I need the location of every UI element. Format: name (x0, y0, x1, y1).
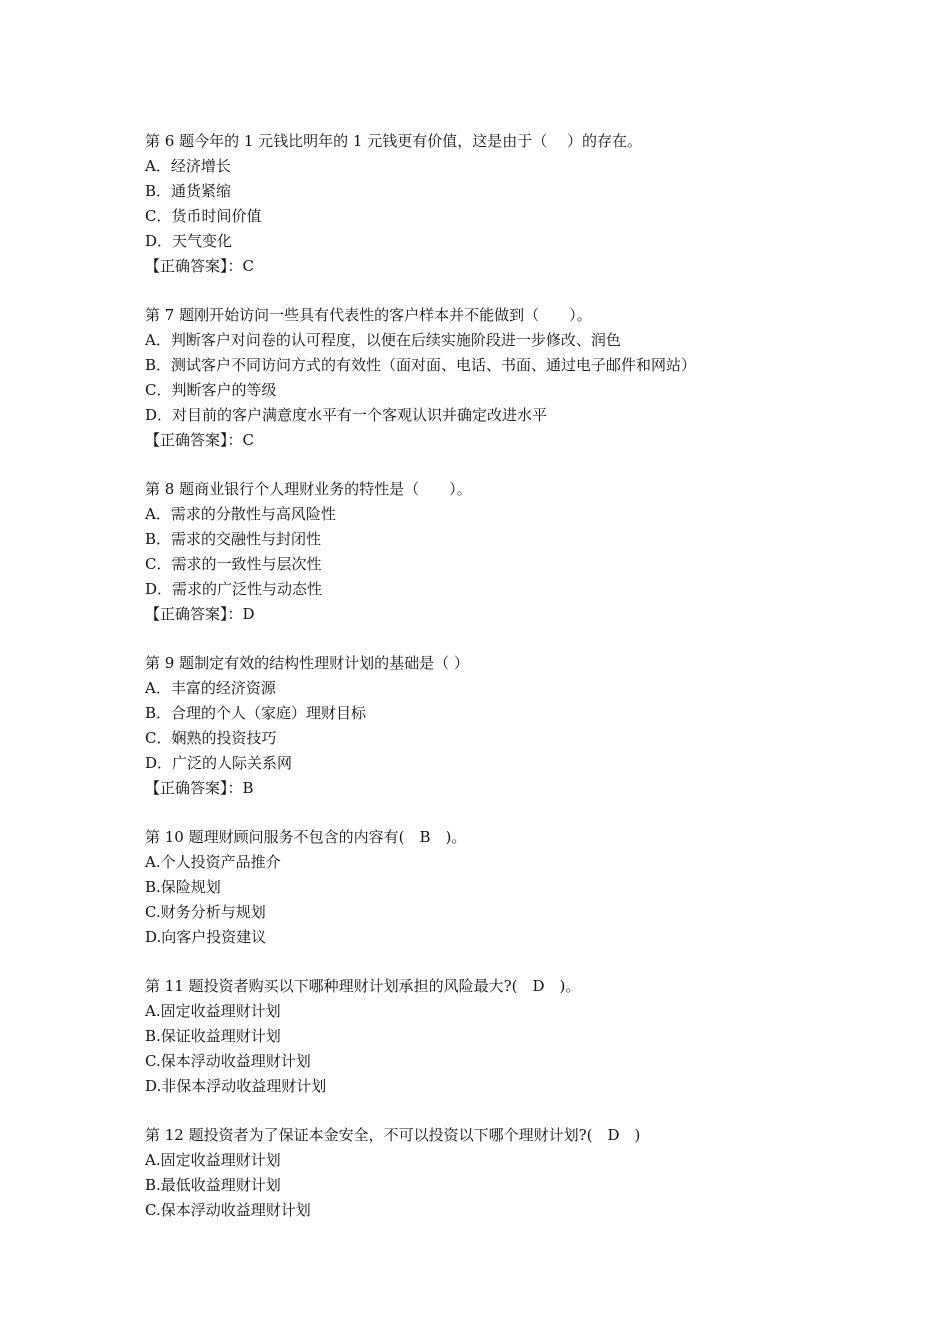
option-a: A．经济增长 (145, 157, 231, 175)
option-c: C.财务分析与规划 (145, 903, 266, 921)
option-c: C．货币时间价值 (145, 207, 262, 225)
option-b: B．合理的个人（家庭）理财目标 (145, 704, 367, 722)
question-10 (145, 825, 845, 950)
option-b: B．通货紧缩 (145, 182, 232, 200)
option-a: A.固定收益理财计划 (145, 1002, 281, 1020)
question-stem: 第 10 题理财顾问服务不包含的内容有( B )。 (145, 828, 467, 846)
question-8 (145, 477, 845, 627)
option-d: D.向客户投资建议 (145, 928, 267, 946)
option-d: D．对目前的客户满意度水平有一个客观认识并确定改进水平 (145, 406, 548, 424)
option-d: D．需求的广泛性与动态性 (145, 580, 323, 598)
question-12 (145, 1123, 845, 1223)
option-a: A．需求的分散性与高风险性 (145, 505, 336, 523)
option-c: C．需求的一致性与层次性 (145, 555, 322, 573)
option-d: D.非保本浮动收益理财计划 (145, 1077, 327, 1095)
option-c: C．娴熟的投资技巧 (145, 729, 277, 747)
option-a: A.个人投资产品推介 (145, 853, 281, 871)
option-b: B.最低收益理财计划 (145, 1176, 281, 1194)
correct-answer: 【正确答案】：C (145, 431, 254, 449)
question-stem: 第 7 题刚开始访问一些具有代表性的客户样本并不能做到（ ）。 (145, 306, 592, 324)
correct-answer: 【正确答案】：D (145, 605, 255, 623)
option-a: A．丰富的经济资源 (145, 679, 276, 697)
question-stem: 第 9 题制定有效的结构性理财计划的基础是（ ） (145, 654, 469, 672)
correct-answer: 【正确答案】：B (145, 779, 254, 797)
question-11 (145, 974, 845, 1099)
option-b: B．测试客户不同访问方式的有效性（面对面、电话、书面、通过电子邮件和网站） (145, 356, 697, 374)
option-d: D．广泛的人际关系网 (145, 754, 293, 772)
question-6 (145, 129, 845, 279)
question-9 (145, 651, 845, 801)
question-stem: 第 11 题投资者购买以下哪种理财计划承担的风险最大?( D )。 (145, 977, 581, 995)
correct-answer: 【正确答案】：C (145, 257, 254, 275)
option-a: A.固定收益理财计划 (145, 1151, 281, 1169)
option-b: B.保险规划 (145, 878, 221, 896)
question-stem: 第 12 题投资者为了保证本金安全，不可以投资以下哪个理财计划?( D ) (145, 1126, 641, 1144)
option-c: C.保本浮动收益理财计划 (145, 1052, 311, 1070)
option-c: C．判断客户的等级 (145, 381, 277, 399)
document-page (145, 129, 845, 1247)
option-c: C.保本浮动收益理财计划 (145, 1201, 311, 1219)
option-a: A．判断客户对问卷的认可程度，以便在后续实施阶段进一步修改、润色 (145, 331, 621, 349)
option-b: B．需求的交融性与封闭性 (145, 530, 322, 548)
option-b: B.保证收益理财计划 (145, 1027, 281, 1045)
question-7 (145, 303, 845, 453)
question-stem: 第 8 题商业银行个人理财业务的特性是（ ）。 (145, 480, 472, 498)
question-stem: 第 6 题今年的 1 元钱比明年的 1 元钱更有价值，这是由于（ ）的存在。 (145, 132, 643, 150)
option-d: D．天气变化 (145, 232, 233, 250)
